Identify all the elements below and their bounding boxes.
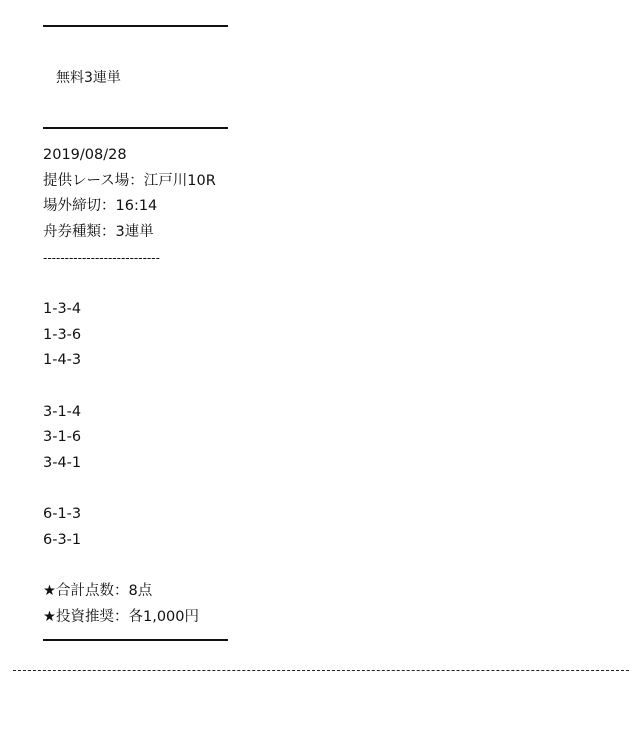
top-rule	[43, 25, 228, 27]
race-venue: 提供レース場：江戸川10R	[43, 173, 216, 189]
pick-item: 3-1-4	[43, 404, 82, 420]
pick-item: 6-1-3	[43, 506, 82, 522]
race-deadline: 場外締切：16:14	[43, 198, 158, 214]
title-bottom-rule	[43, 127, 228, 129]
pick-item: 3-1-6	[43, 429, 82, 445]
bottom-rule	[43, 639, 228, 641]
info-divider: ---------------------------	[43, 251, 160, 265]
pick-item: 1-3-6	[43, 327, 82, 343]
page-title: 無料3連単	[56, 70, 121, 86]
total-points: ★合計点数：8点	[43, 583, 153, 599]
ticket-type: 舟券種類：3連単	[43, 224, 154, 240]
investment-recommendation: ★投資推奨：各1,000円	[43, 609, 200, 625]
pick-item: 3-4-1	[43, 455, 82, 471]
pick-item: 6-3-1	[43, 532, 82, 548]
pick-item: 1-4-3	[43, 352, 82, 368]
section-separator	[13, 670, 629, 671]
pick-item: 1-3-4	[43, 301, 82, 317]
race-date: 2019/08/28	[43, 147, 127, 163]
